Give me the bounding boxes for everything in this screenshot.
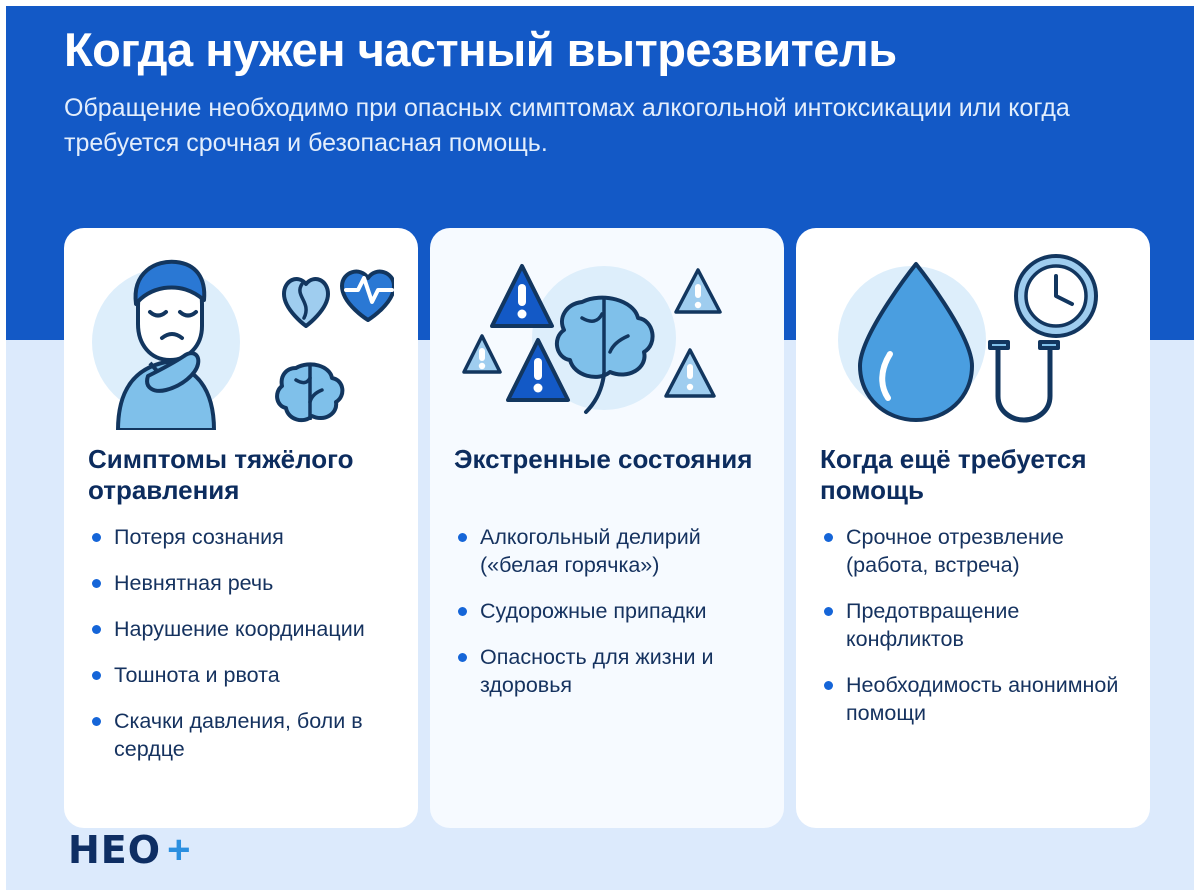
header-content: [64, 24, 1154, 162]
card-title: Симптомы тяжёлого отравления: [88, 444, 354, 506]
card-other-help: [796, 228, 1150, 828]
list-item: Срочное отрезвление (работа, встреча): [820, 524, 1126, 580]
iv-drip-icon: [820, 250, 1126, 430]
logo-plus-icon: +: [167, 828, 191, 872]
card-severe-poisoning: [64, 228, 418, 828]
card-2-illustration: [454, 250, 760, 430]
card-title: Экстренные состояния: [454, 444, 753, 474]
list-item: Опасность для жизни и здоровья: [454, 644, 760, 700]
card-1-list: [88, 524, 394, 764]
card-2-list: [454, 524, 760, 700]
list-item: Нарушение координации: [88, 616, 394, 644]
list-item: Судорожные припадки: [454, 598, 760, 626]
warning-triangle-icon: [454, 250, 760, 430]
page-subtitle: Обращение необходимо при опасных симптомах алкогольной интоксикации или когда требуется срочная и безопасная помощь.: [64, 93, 1070, 158]
list-item: Тошнота и рвота: [88, 662, 394, 690]
card-3-list: [820, 524, 1126, 728]
page-title: Когда нужен частный вытрезвитель: [64, 23, 897, 76]
logo-text: НЕО: [68, 828, 162, 872]
list-item: Предотвращение конфликтов: [820, 598, 1126, 654]
cards-row: [64, 228, 1150, 828]
brand-logo: [68, 828, 190, 872]
list-item: Необходимость анонимной помощи: [820, 672, 1126, 728]
list-item: Невнятная речь: [88, 570, 394, 598]
card-title: Когда ещё требуется помощь: [820, 444, 1087, 506]
sick-person-icon: [88, 250, 394, 430]
list-item: Потеря сознания: [88, 524, 394, 552]
card-3-illustration: [820, 250, 1126, 430]
list-item: Алкогольный делирий («белая горячка»): [454, 524, 760, 580]
list-item: Скачки давления, боли в сердце: [88, 708, 394, 764]
card-1-illustration: [88, 250, 394, 430]
card-emergency-states: [430, 228, 784, 828]
